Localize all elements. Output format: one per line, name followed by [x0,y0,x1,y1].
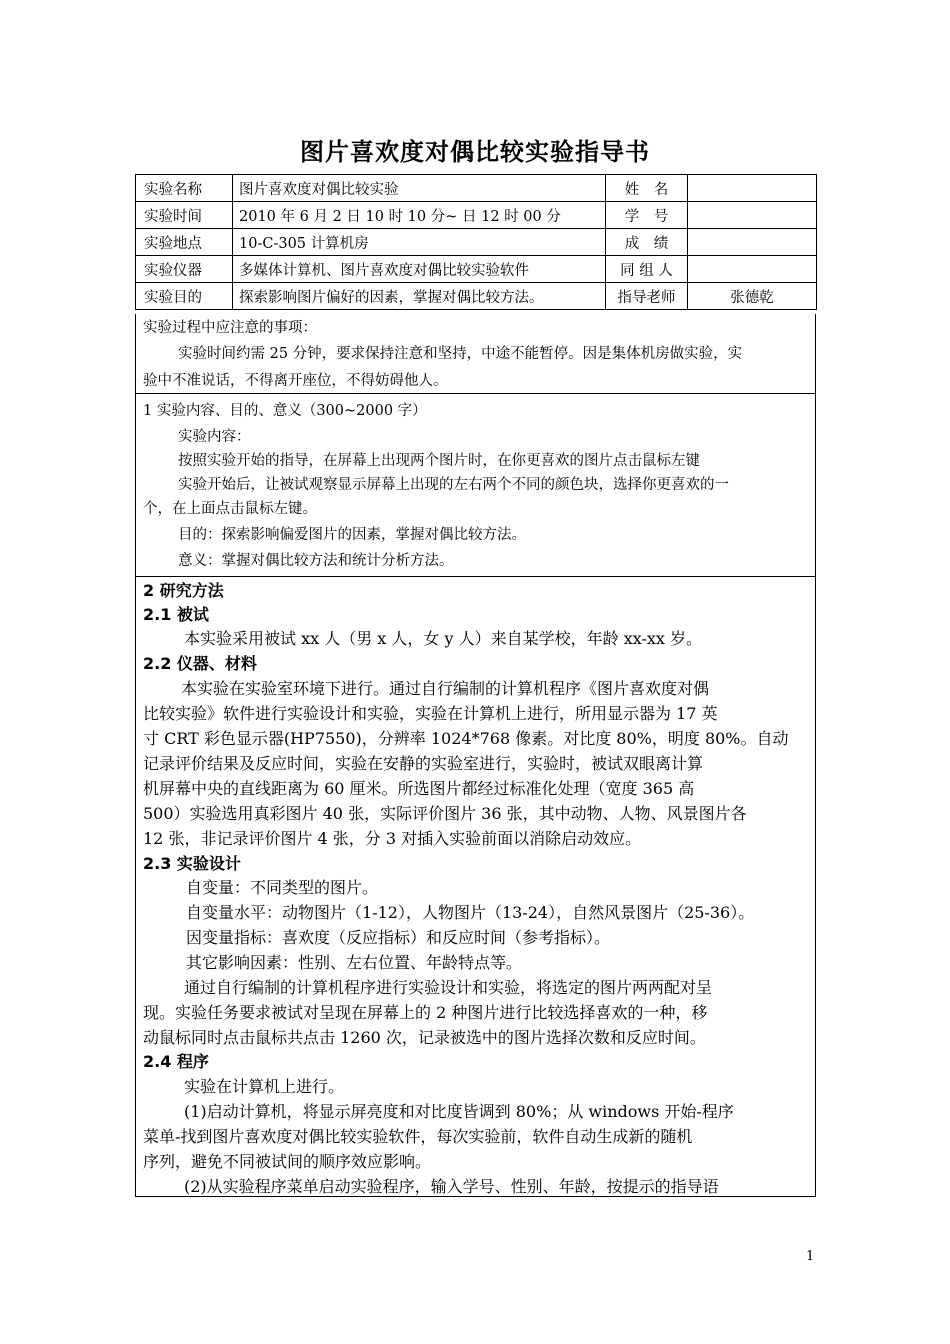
subsection-2-3-heading: 2.3 实验设计 [143,854,241,873]
label-experiment-purpose: 实验目的 [136,283,233,310]
notes-line: 实验时间约需 25 分钟，要求保持注意和坚持，中途不能暂停。因是集体机房做实验，实 [178,346,743,362]
paragraph-line: 机屏幕中央的直线距离为 60 厘米。所选图片都经过标准化处理（宽度 365 高 [143,779,695,798]
value-student-id [688,202,817,229]
paragraph-line: 12 张，非记录评价图片 4 张，分 3 对插入实验前面以消除启动效应。 [143,829,642,848]
notes-line: 验中不准说话，不得离开座位，不得妨碍他人。 [143,373,448,389]
label-experiment-equipment: 实验仪器 [136,256,233,283]
paragraph-line: 寸 CRT 彩色显示器(HP7550)，分辨率 1024*768 像素。对比度 80%，明度 80%。自动 [143,729,789,748]
label-instructor: 指导老师 [606,283,688,310]
label-grade: 成 绩 [606,229,688,256]
section-1-line: 目的：探索影响偏爱图片的因素，掌握对偶比较方法。 [178,527,526,543]
label-experiment-name: 实验名称 [136,175,233,202]
label-student-name: 姓 名 [606,175,688,202]
paragraph-line: 本实验在实验室环境下进行。通过自行编制的计算机程序《图片喜欢度对偶 [181,679,710,698]
paragraph-line: 自变量水平：动物图片（1-12），人物图片（13-24），自然风景图片（25-36）。 [186,903,755,922]
value-experiment-equipment: 多媒体计算机、图片喜欢度对偶比较实验软件 [233,256,606,283]
info-row-name [136,175,817,202]
paragraph-line: 因变量指标：喜欢度（反应指标）和反应时间（参考指标）。 [186,928,611,947]
value-experiment-time: 2010 年 6 月 2 日 10 时 10 分~ 日 12 时 00 分 [233,202,606,229]
paragraph-line: (1)启动计算机，将显示屏亮度和对比度皆调到 80%；从 windows 开始-程序 [184,1102,734,1121]
paragraph-line: 现。实验任务要求被试对呈现在屏幕上的 2 种图片进行比较选择喜欢的一种，移 [143,1003,708,1022]
section-1-line: 个，在上面点击鼠标左键。 [143,501,317,517]
info-table [135,174,817,310]
section-2 [135,577,816,1197]
paragraph-line: 实验在计算机上进行。 [184,1077,345,1096]
subsection-2-1-heading: 2.1 被试 [143,605,209,624]
paragraph-line: 通过自行编制的计算机程序进行实验设计和实验，将选定的图片两两配对呈 [184,978,713,997]
paragraph-line: 序列，避免不同被试间的顺序效应影响。 [143,1152,432,1171]
paragraph-line: 比较实验》软件进行实验设计和实验，实验在计算机上进行，所用显示器为 17 英 [143,704,718,723]
paragraph-line: 菜单-找到图片喜欢度对偶比较实验软件，每次实验前，软件自动生成新的随机 [143,1127,693,1146]
value-experiment-name: 图片喜欢度对偶比较实验 [233,175,606,202]
value-group-members [688,256,817,283]
subsection-2-4-heading: 2.4 程序 [143,1052,209,1071]
info-row-purpose [136,283,817,310]
value-student-name [688,175,817,202]
label-experiment-location: 实验地点 [136,229,233,256]
page-title: 图片喜欢度对偶比较实验指导书 [300,138,650,166]
label-experiment-time: 实验时间 [136,202,233,229]
section-1-line: 实验开始后，让被试观察显示屏幕上出现的左右两个不同的颜色块，选择你更喜欢的一 [178,477,729,493]
subsection-2-2-heading: 2.2 仪器、材料 [143,654,257,673]
section-2-heading: 2 研究方法 [143,581,224,600]
section-1-line: 实验内容： [178,429,251,445]
paragraph-line: (2)从实验程序菜单启动实验程序，输入学号、性别、年龄，按提示的指导语 [184,1177,719,1196]
paragraph-line: 记录评价结果及反应时间，实验在安静的实验室进行，实验时，被试双眼离计算 [143,754,704,773]
info-row-location [136,229,817,256]
paragraph-line: 其它影响因素：性别、左右位置、年龄特点等。 [186,953,523,972]
value-experiment-location: 10-C-305 计算机房 [233,229,606,256]
paragraph-line: 动鼠标同时点击鼠标共点击 1260 次，记录被选中的图片选择次数和反应时间。 [143,1028,706,1047]
section-1 [135,394,816,577]
info-row-time [136,202,817,229]
value-grade [688,229,817,256]
paragraph-line: 本实验采用被试 xx 人（男 x 人，女 y 人）来自某学校，年龄 xx-xx 岁。 [184,629,703,648]
info-row-equipment [136,256,817,283]
value-experiment-purpose: 探索影响图片偏好的因素，掌握对偶比较方法。 [233,283,606,310]
label-student-id: 学 号 [606,202,688,229]
value-instructor: 张德乾 [688,283,817,310]
section-1-heading: 1 实验内容、目的、意义（300~2000 字） [143,403,427,419]
section-1-line: 意义：掌握对偶比较方法和统计分析方法。 [178,553,454,569]
label-group-members: 同 组 人 [606,256,688,283]
section-1-line: 按照实验开始的指导，在屏幕上出现两个图片时，在你更喜欢的图片点击鼠标左键 [178,453,700,469]
page-number: 1 [806,1249,815,1264]
paragraph-line: 500）实验选用真彩图片 40 张，实际评价图片 36 张，其中动物、人物、风景图片各 [143,804,747,823]
notes-section [135,314,816,394]
notes-heading: 实验过程中应注意的事项： [143,320,317,336]
paragraph-line: 自变量：不同类型的图片。 [186,878,379,897]
